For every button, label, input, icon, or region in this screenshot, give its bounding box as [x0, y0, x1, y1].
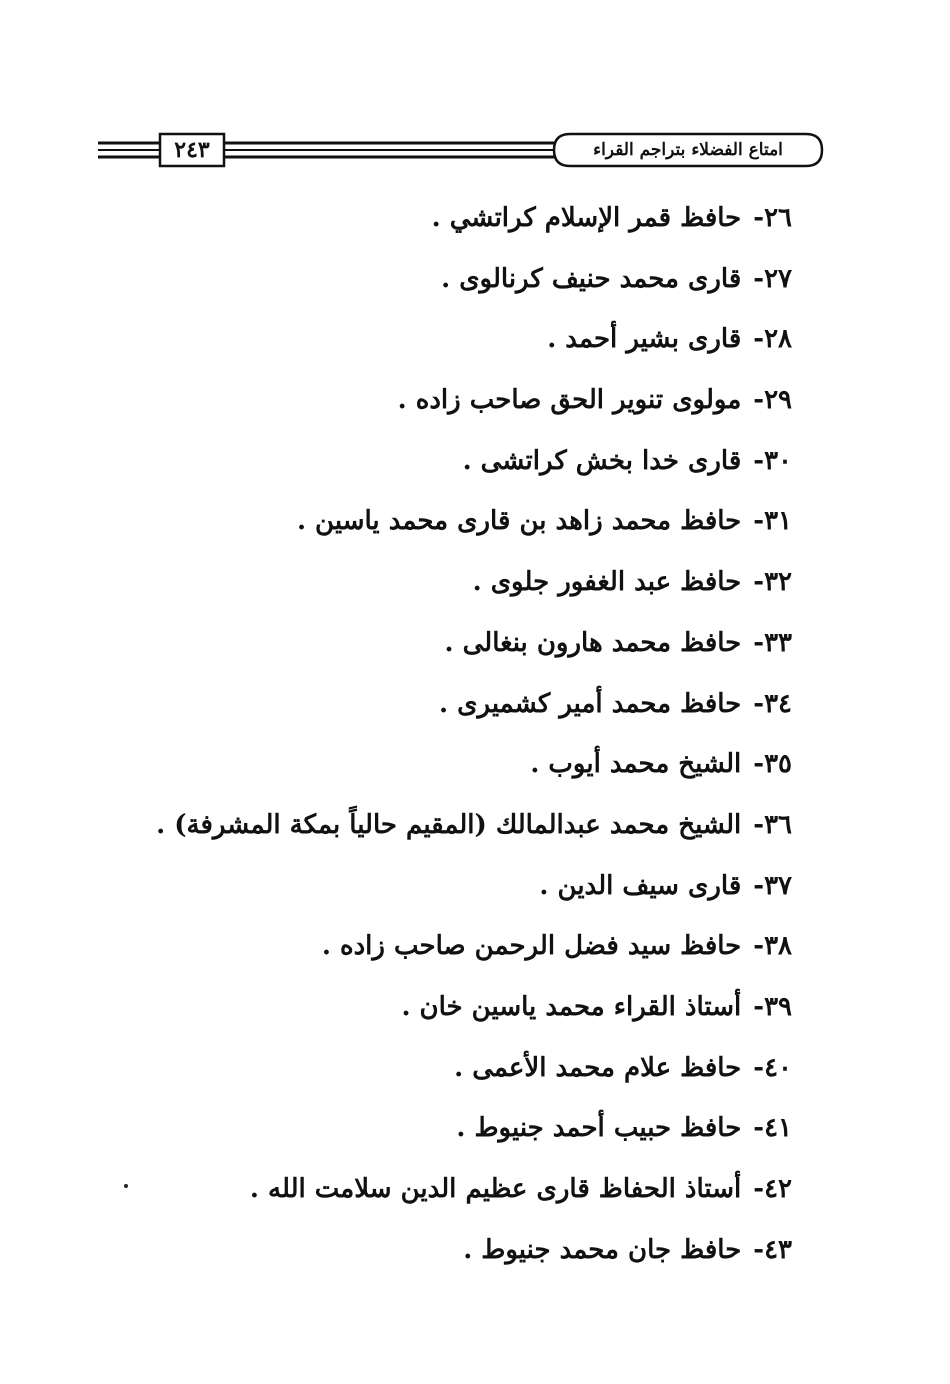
entry-number: ٤٢-	[753, 1174, 792, 1204]
entry-text: حافظ جان محمد جنيوط .	[463, 1234, 742, 1265]
entry-text: مولوى تنوير الحق صاحب زاده .	[397, 385, 742, 416]
list-item	[92, 918, 792, 979]
entry-number: ٣٥-	[753, 749, 792, 780]
entry-text: حافظ سيد فضل الرحمن صاحب زاده .	[321, 931, 742, 962]
list-item	[92, 311, 792, 372]
list-item	[92, 1100, 792, 1161]
stray-ink-dot	[124, 1184, 128, 1188]
entry-number: ٣٣-	[753, 627, 792, 658]
running-title: امتاع الفضلاء بتراجم القراء	[593, 140, 783, 160]
entry-text: حافظ محمد أمير كشميرى .	[439, 688, 742, 719]
page-number: ٢٤٣	[174, 137, 210, 163]
list-item	[92, 979, 792, 1040]
entry-text: حافظ حبيب أحمد جنيوط .	[456, 1113, 742, 1144]
entry-text: قارى خدا بخش كراتشى .	[462, 445, 742, 476]
entry-text: حافظ محمد زاهد بن قارى محمد ياسين .	[296, 506, 742, 537]
entry-text: حافظ قمر الإسلام كراتشي .	[431, 203, 742, 233]
list-item	[92, 190, 792, 251]
entry-text: قارى بشير أحمد .	[547, 324, 742, 355]
entry-number: ٢٩-	[753, 385, 792, 416]
list-item	[92, 1161, 792, 1222]
entry-text: الشيخ محمد عبدالمالك (المقيم حالياً بمكة المشرفة) .	[156, 809, 742, 840]
list-item	[92, 251, 792, 312]
page-header	[98, 128, 824, 174]
list-item	[92, 1040, 792, 1101]
list-item	[92, 493, 792, 554]
list-item	[92, 676, 792, 737]
entry-text: حافظ علام محمد الأعمى .	[454, 1052, 742, 1083]
entry-number: ٤١-	[753, 1113, 792, 1144]
entry-text: قارى سيف الدين .	[539, 870, 742, 901]
entry-number: ٢٨-	[753, 324, 792, 355]
entry-number: ٢٧-	[753, 263, 792, 294]
entry-number: ٢٦-	[753, 203, 792, 233]
list-item	[92, 433, 792, 494]
entry-text: أستاذ الحفاظ قارى عظيم الدين سلامت الله .	[249, 1174, 742, 1204]
list-item	[92, 1222, 792, 1283]
list-item	[92, 554, 792, 615]
list-item	[92, 372, 792, 433]
entry-text: حافظ محمد هارون بنغالى .	[444, 627, 742, 658]
entries-list	[92, 190, 792, 1282]
entry-number: ٣٧-	[753, 870, 792, 901]
entry-text: أستاذ القراء محمد ياسين خان .	[401, 991, 742, 1022]
entry-text: حافظ عبد الغفور جلوى .	[472, 567, 742, 598]
entry-number: ٣٤-	[753, 688, 792, 719]
entry-number: ٣٩-	[753, 991, 792, 1022]
entry-number: ٣٠-	[753, 445, 792, 476]
entry-text: قارى محمد حنيف كرنالوى .	[441, 263, 742, 294]
list-item	[92, 736, 792, 797]
entry-number: ٣٢-	[753, 567, 792, 598]
entry-number: ٣٦-	[753, 809, 792, 840]
entry-number: ٣١-	[753, 506, 792, 537]
entry-number: ٣٨-	[753, 931, 792, 962]
entry-text: الشيخ محمد أيوب .	[530, 749, 742, 780]
entry-number: ٤٣-	[753, 1234, 792, 1265]
list-item	[92, 615, 792, 676]
list-item	[92, 858, 792, 919]
list-item	[92, 797, 792, 858]
entry-number: ٤٠-	[753, 1052, 792, 1083]
